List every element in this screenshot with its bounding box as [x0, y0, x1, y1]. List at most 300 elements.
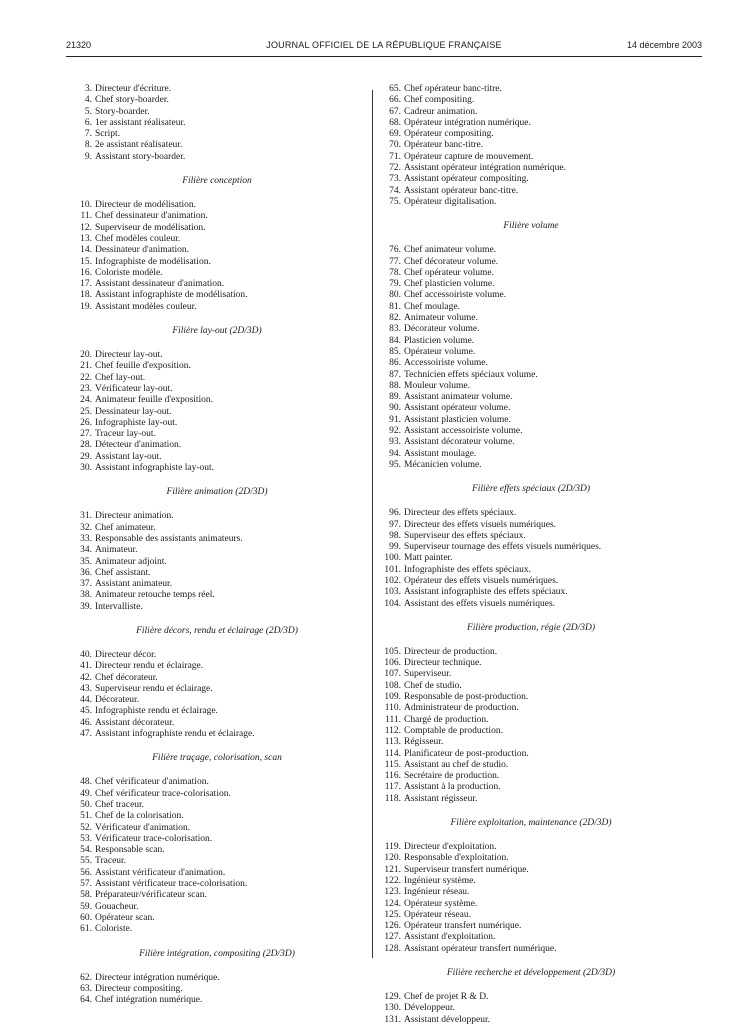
list-item: [381, 279, 681, 290]
item-label: Directeur rendu et éclairage.: [95, 661, 204, 672]
item-label: Assistant développeur.: [404, 1014, 491, 1025]
item-number: 113.: [384, 737, 401, 748]
list-item: [381, 887, 681, 898]
item-label: Infographiste des effets spéciaux.: [404, 564, 531, 575]
item-label: Assistant animateur volume.: [404, 392, 513, 403]
item-label: Assistant opérateur compositing.: [404, 174, 529, 185]
item-label: Mécanicien volume.: [404, 459, 482, 470]
item-label: Chef intégration numérique.: [95, 995, 203, 1006]
item-label: Traceur.: [95, 856, 127, 867]
list-item: [381, 437, 681, 448]
item-label: Opérateur transfert numérique.: [404, 921, 522, 932]
item-number: 35.: [80, 556, 92, 567]
list-item: [381, 1003, 681, 1014]
list-item: [72, 223, 362, 234]
list-item: [381, 245, 681, 256]
item-label: Assistant opérateur intégration numérique.: [404, 163, 566, 174]
list-item: [72, 373, 362, 384]
item-list: [72, 777, 362, 935]
item-number: 34.: [80, 545, 92, 556]
list-item: [72, 913, 362, 924]
section: [381, 484, 681, 610]
right-column: [381, 84, 681, 1026]
item-number: 44.: [80, 695, 92, 706]
item-label: Opérateur digitalisation.: [404, 196, 497, 207]
section: [381, 818, 681, 955]
list-item: [72, 118, 362, 129]
section: [381, 84, 681, 208]
list-item: [381, 910, 681, 921]
item-label: Animateur volume.: [404, 313, 478, 324]
section: [72, 949, 362, 1007]
list-item: [72, 268, 362, 279]
item-label: Directeur d'écriture.: [95, 84, 172, 94]
item-number: 93.: [389, 437, 401, 448]
item-label: Opérateur compositing.: [404, 129, 494, 140]
item-number: 61.: [80, 924, 92, 935]
item-list: [72, 973, 362, 1007]
item-number: 33.: [80, 533, 92, 544]
list-item: [72, 129, 362, 140]
list-item: [381, 992, 681, 1003]
item-number: 29.: [80, 451, 92, 462]
item-number: 62.: [80, 972, 92, 983]
item-number: 92.: [389, 426, 401, 437]
item-number: 49.: [80, 788, 92, 799]
list-item: [72, 729, 362, 740]
item-list: [72, 200, 362, 313]
journal-title: JOURNAL OFFICIEL DE LA RÉPUBLIQUE FRANÇAISE: [266, 40, 502, 50]
item-label: Coloriste.: [95, 924, 133, 935]
item-number: 99.: [389, 542, 401, 553]
list-item: [381, 324, 681, 335]
item-number: 85.: [389, 346, 401, 357]
item-number: 54.: [80, 845, 92, 856]
item-label: Responsable d'exploitation.: [404, 853, 509, 864]
list-item: [381, 703, 681, 714]
item-number: 79.: [389, 279, 401, 290]
section: [72, 326, 362, 474]
item-label: Chef plasticien volume.: [404, 279, 495, 290]
list-item: [72, 152, 362, 163]
page-number: 21320: [66, 40, 92, 50]
item-number: 128.: [384, 943, 401, 954]
item-label: Chef dessinateur d'animation.: [95, 211, 208, 222]
item-number: 24.: [80, 395, 92, 406]
item-list: [381, 84, 681, 208]
item-number: 105.: [384, 646, 401, 657]
list-item: [381, 129, 681, 140]
list-item: [72, 868, 362, 879]
item-number: 25.: [80, 406, 92, 417]
item-number: 39.: [80, 601, 92, 612]
item-number: 88.: [389, 380, 401, 391]
item-number: 7.: [84, 129, 92, 140]
item-label: Coloriste modèle.: [95, 267, 163, 278]
list-item: [72, 984, 362, 995]
section-title: Filière lay-out (2D/3D): [172, 326, 262, 337]
item-label: Chef feuille d'exposition.: [95, 361, 191, 372]
item-label: Story-boarder.: [95, 106, 150, 117]
item-label: Chef animateur.: [95, 522, 156, 533]
item-number: 51.: [80, 811, 92, 822]
list-item: [72, 673, 362, 684]
list-item: [72, 568, 362, 579]
list-item: [381, 118, 681, 129]
item-list: [381, 245, 681, 471]
list-item: [381, 760, 681, 771]
publication-date: 14 décembre 2003: [626, 40, 702, 50]
item-label: Assistant à la production.: [404, 782, 501, 793]
item-number: 14.: [80, 245, 92, 256]
list-item: [72, 777, 362, 788]
list-item: [381, 1015, 681, 1026]
item-number: 89.: [389, 392, 401, 403]
item-number: 100.: [384, 553, 401, 564]
item-label: Directeur intégration numérique.: [95, 972, 220, 983]
list-item: [72, 107, 362, 118]
item-label: Matt painter.: [404, 553, 453, 564]
item-number: 111.: [385, 714, 401, 725]
list-item: [72, 924, 362, 935]
item-label: Superviseur de modélisation.: [95, 222, 206, 233]
list-item: [381, 737, 681, 748]
item-label: Décorateur volume.: [404, 324, 480, 335]
item-label: Assistant accessoiriste volume.: [404, 426, 523, 437]
list-item: [72, 440, 362, 451]
item-number: 64.: [80, 995, 92, 1006]
list-item: [381, 932, 681, 943]
item-number: 3.: [84, 84, 92, 94]
list-item: [72, 557, 362, 568]
section: [381, 221, 681, 471]
item-label: 1er assistant réalisateur.: [95, 117, 186, 128]
list-item: [72, 579, 362, 590]
list-item: [72, 545, 362, 556]
section: [72, 753, 362, 935]
item-label: Assistant vérificateur trace-colorisation.: [95, 879, 248, 890]
list-item: [72, 661, 362, 672]
list-item: [72, 395, 362, 406]
list-item: [381, 542, 681, 553]
item-number: 52.: [80, 822, 92, 833]
list-item: [72, 845, 362, 856]
item-label: Décorateur.: [95, 695, 140, 706]
item-label: Technicien effets spéciaux volume.: [404, 369, 538, 380]
list-item: [381, 794, 681, 805]
list-item: [72, 95, 362, 106]
item-label: Responsable des assistants animateurs.: [95, 533, 243, 544]
item-label: Accessoiriste volume.: [404, 358, 488, 369]
section-title: Filière intégration, compositing (2D/3D): [139, 948, 295, 959]
item-number: 127.: [384, 932, 401, 943]
item-label: Infographiste rendu et éclairage.: [95, 706, 218, 717]
section-title: Filière volume: [503, 221, 559, 232]
item-number: 12.: [80, 222, 92, 233]
section-title: Filière traçage, colorisation, scan: [152, 753, 282, 764]
item-number: 98.: [389, 530, 401, 541]
item-label: Directeur des effets visuels numériques.: [404, 519, 557, 530]
item-number: 31.: [80, 511, 92, 522]
item-label: Assistant animateur.: [95, 579, 173, 590]
item-label: Secrétaire de production.: [404, 771, 500, 782]
list-item: [381, 726, 681, 737]
item-label: Chef décorateur volume.: [404, 256, 499, 267]
item-label: Préparateur/vérificateur scan.: [95, 890, 207, 901]
item-number: 76.: [389, 245, 401, 256]
section: [381, 968, 681, 1026]
item-label: Vérificateur d'animation.: [95, 822, 191, 833]
item-label: Opérateur banc-titre.: [404, 140, 484, 151]
section: [72, 84, 362, 163]
item-label: 2e assistant réalisateur.: [95, 140, 183, 151]
list-item: [381, 508, 681, 519]
item-label: Chef accessoiriste volume.: [404, 290, 507, 301]
item-label: Assistant infographiste lay-out.: [95, 463, 214, 474]
column-divider: [372, 90, 373, 958]
item-number: 17.: [80, 279, 92, 290]
list-item: [381, 257, 681, 268]
item-number: 67.: [389, 106, 401, 117]
list-item: [381, 302, 681, 313]
section: [72, 626, 362, 740]
item-number: 36.: [80, 567, 92, 578]
item-number: 130.: [384, 1003, 401, 1014]
list-item: [381, 197, 681, 208]
item-label: Assistant opérateur transfert numérique.: [404, 943, 557, 954]
list-item: [72, 800, 362, 811]
item-label: Assistant vérificateur d'animation.: [95, 867, 226, 878]
item-number: 69.: [389, 129, 401, 140]
item-label: Assistant des effets visuels numériques.: [404, 598, 556, 609]
item-number: 46.: [80, 717, 92, 728]
item-number: 107.: [384, 669, 401, 680]
item-number: 123.: [384, 887, 401, 898]
item-label: Chef lay-out.: [95, 372, 146, 383]
item-label: Animateur feuille d'exposition.: [95, 395, 214, 406]
item-label: Assistant décorateur volume.: [404, 437, 515, 448]
item-number: 60.: [80, 912, 92, 923]
list-item: [72, 245, 362, 256]
item-label: Vérificateur lay-out.: [95, 383, 173, 394]
item-list: [381, 992, 681, 1026]
list-item: [381, 186, 681, 197]
section-title: Filière décors, rendu et éclairage (2D/3D): [136, 625, 298, 636]
item-number: 77.: [389, 256, 401, 267]
list-item: [72, 902, 362, 913]
item-number: 101.: [384, 564, 401, 575]
item-label: Assistant lay-out.: [95, 451, 162, 462]
item-label: Opérateur des effets visuels numériques.: [404, 575, 559, 586]
item-label: Assistant dessinateur d'animation.: [95, 279, 225, 290]
item-label: Superviseur transfert numérique.: [404, 864, 529, 875]
item-number: 43.: [80, 683, 92, 694]
list-item: [72, 452, 362, 463]
section-title: Filière recherche et développement (2D/3D): [446, 968, 616, 978]
list-item: [72, 523, 362, 534]
list-item: [381, 692, 681, 703]
page-header: [66, 40, 702, 54]
item-label: Infographiste lay-out.: [95, 417, 178, 428]
item-label: Superviseur rendu et éclairage.: [95, 683, 213, 694]
item-number: 87.: [389, 369, 401, 380]
item-number: 72.: [389, 163, 401, 174]
item-label: Intervalliste.: [95, 601, 143, 612]
item-number: 11.: [80, 211, 92, 222]
item-label: Chef traceur.: [95, 799, 145, 810]
item-label: Directeur des effets spéciaux.: [404, 508, 517, 519]
item-number: 117.: [384, 782, 401, 793]
list-item: [72, 684, 362, 695]
list-item: [72, 279, 362, 290]
list-item: [72, 140, 362, 151]
item-number: 110.: [384, 703, 401, 714]
item-number: 41.: [80, 661, 92, 672]
list-item: [72, 879, 362, 890]
item-label: Assistant infographiste des effets spéciaux.: [404, 587, 568, 598]
list-item: [381, 84, 681, 95]
item-label: Chef moulage.: [404, 301, 460, 312]
list-item: [381, 576, 681, 587]
list-item: [381, 426, 681, 437]
header-rule: [66, 56, 702, 57]
list-item: [381, 347, 681, 358]
item-label: Chef modèles couleur.: [95, 233, 181, 244]
list-item: [72, 361, 362, 372]
item-label: Superviseur des effets spéciaux.: [404, 530, 526, 541]
item-label: Opérateur intégration numérique.: [404, 117, 531, 128]
item-label: Vérificateur trace-colorisation.: [95, 833, 213, 844]
item-number: 22.: [80, 372, 92, 383]
item-number: 122.: [384, 875, 401, 886]
item-label: Chef opérateur banc-titre.: [404, 84, 502, 94]
item-list: [72, 650, 362, 740]
list-item: [72, 234, 362, 245]
item-number: 125.: [384, 909, 401, 920]
list-item: [381, 565, 681, 576]
list-item: [72, 350, 362, 361]
list-item: [72, 718, 362, 729]
list-item: [381, 669, 681, 680]
item-label: Détecteur d'animation.: [95, 440, 182, 451]
item-number: 94.: [389, 448, 401, 459]
item-label: Chargé de production.: [404, 714, 489, 725]
list-item: [72, 856, 362, 867]
item-number: 118.: [384, 793, 401, 804]
list-item: [72, 407, 362, 418]
list-item: [381, 174, 681, 185]
item-number: 38.: [80, 590, 92, 601]
item-number: 86.: [389, 358, 401, 369]
item-label: Directeur lay-out.: [95, 350, 163, 361]
item-list: [381, 508, 681, 610]
item-label: Chef de studio.: [404, 680, 462, 691]
item-label: Comptable de production.: [404, 725, 503, 736]
list-item: [381, 336, 681, 347]
item-label: Chef vérificateur d'animation.: [95, 777, 209, 788]
item-number: 109.: [384, 692, 401, 703]
item-number: 58.: [80, 890, 92, 901]
list-item: [381, 163, 681, 174]
list-item: [72, 384, 362, 395]
list-item: [72, 290, 362, 301]
item-number: 120.: [384, 853, 401, 864]
item-number: 124.: [384, 898, 401, 909]
item-list: [72, 350, 362, 474]
item-number: 27.: [80, 429, 92, 440]
list-item: [381, 921, 681, 932]
item-number: 56.: [80, 867, 92, 878]
item-number: 59.: [80, 901, 92, 912]
list-item: [381, 152, 681, 163]
item-number: 57.: [80, 879, 92, 890]
item-label: Responsable scan.: [95, 845, 165, 856]
item-number: 63.: [80, 983, 92, 994]
item-number: 106.: [384, 658, 401, 669]
item-number: 55.: [80, 856, 92, 867]
item-label: Développeur.: [404, 1003, 455, 1014]
list-item: [381, 599, 681, 610]
list-item: [381, 853, 681, 864]
list-item: [381, 531, 681, 542]
list-item: [381, 449, 681, 460]
item-number: 74.: [389, 185, 401, 196]
list-item: [381, 520, 681, 531]
item-label: Régisseur.: [404, 737, 444, 748]
item-label: Assistant opérateur banc-titre.: [404, 185, 519, 196]
list-item: [72, 823, 362, 834]
item-number: 65.: [389, 84, 401, 94]
item-number: 112.: [384, 725, 401, 736]
item-label: Dessinateur d'animation.: [95, 245, 190, 256]
item-label: Assistant infographiste rendu et éclairage.: [95, 729, 255, 740]
list-item: [381, 865, 681, 876]
section-title: Filière effets spéciaux (2D/3D): [471, 484, 591, 495]
item-label: Directeur technique.: [404, 658, 482, 669]
item-number: 19.: [80, 301, 92, 312]
item-number: 32.: [80, 522, 92, 533]
item-label: Assistant infographiste de modélisation.: [95, 290, 248, 301]
item-number: 30.: [80, 463, 92, 474]
list-item: [381, 715, 681, 726]
section: [381, 623, 681, 805]
item-label: Assistant au chef de studio.: [404, 759, 509, 770]
item-label: Animateur adjoint.: [95, 556, 167, 567]
list-item: [381, 370, 681, 381]
list-item: [381, 647, 681, 658]
item-label: Planificateur de post-production.: [404, 748, 529, 759]
list-item: [381, 358, 681, 369]
section: [72, 176, 362, 313]
item-number: 108.: [384, 680, 401, 691]
section: [72, 487, 362, 613]
item-number: 70.: [389, 140, 401, 151]
item-number: 53.: [80, 833, 92, 844]
item-number: 78.: [389, 267, 401, 278]
item-number: 131.: [384, 1014, 401, 1025]
item-number: 116.: [384, 771, 401, 782]
list-item: [72, 511, 362, 522]
list-item: [72, 789, 362, 800]
section-title: Filière production, régie (2D/3D): [466, 622, 596, 633]
item-number: 20.: [80, 350, 92, 361]
list-item: [72, 302, 362, 313]
list-item: [72, 200, 362, 211]
list-item: [381, 140, 681, 151]
list-item: [381, 749, 681, 760]
item-label: Assistant décorateur.: [95, 717, 175, 728]
list-item: [72, 811, 362, 822]
